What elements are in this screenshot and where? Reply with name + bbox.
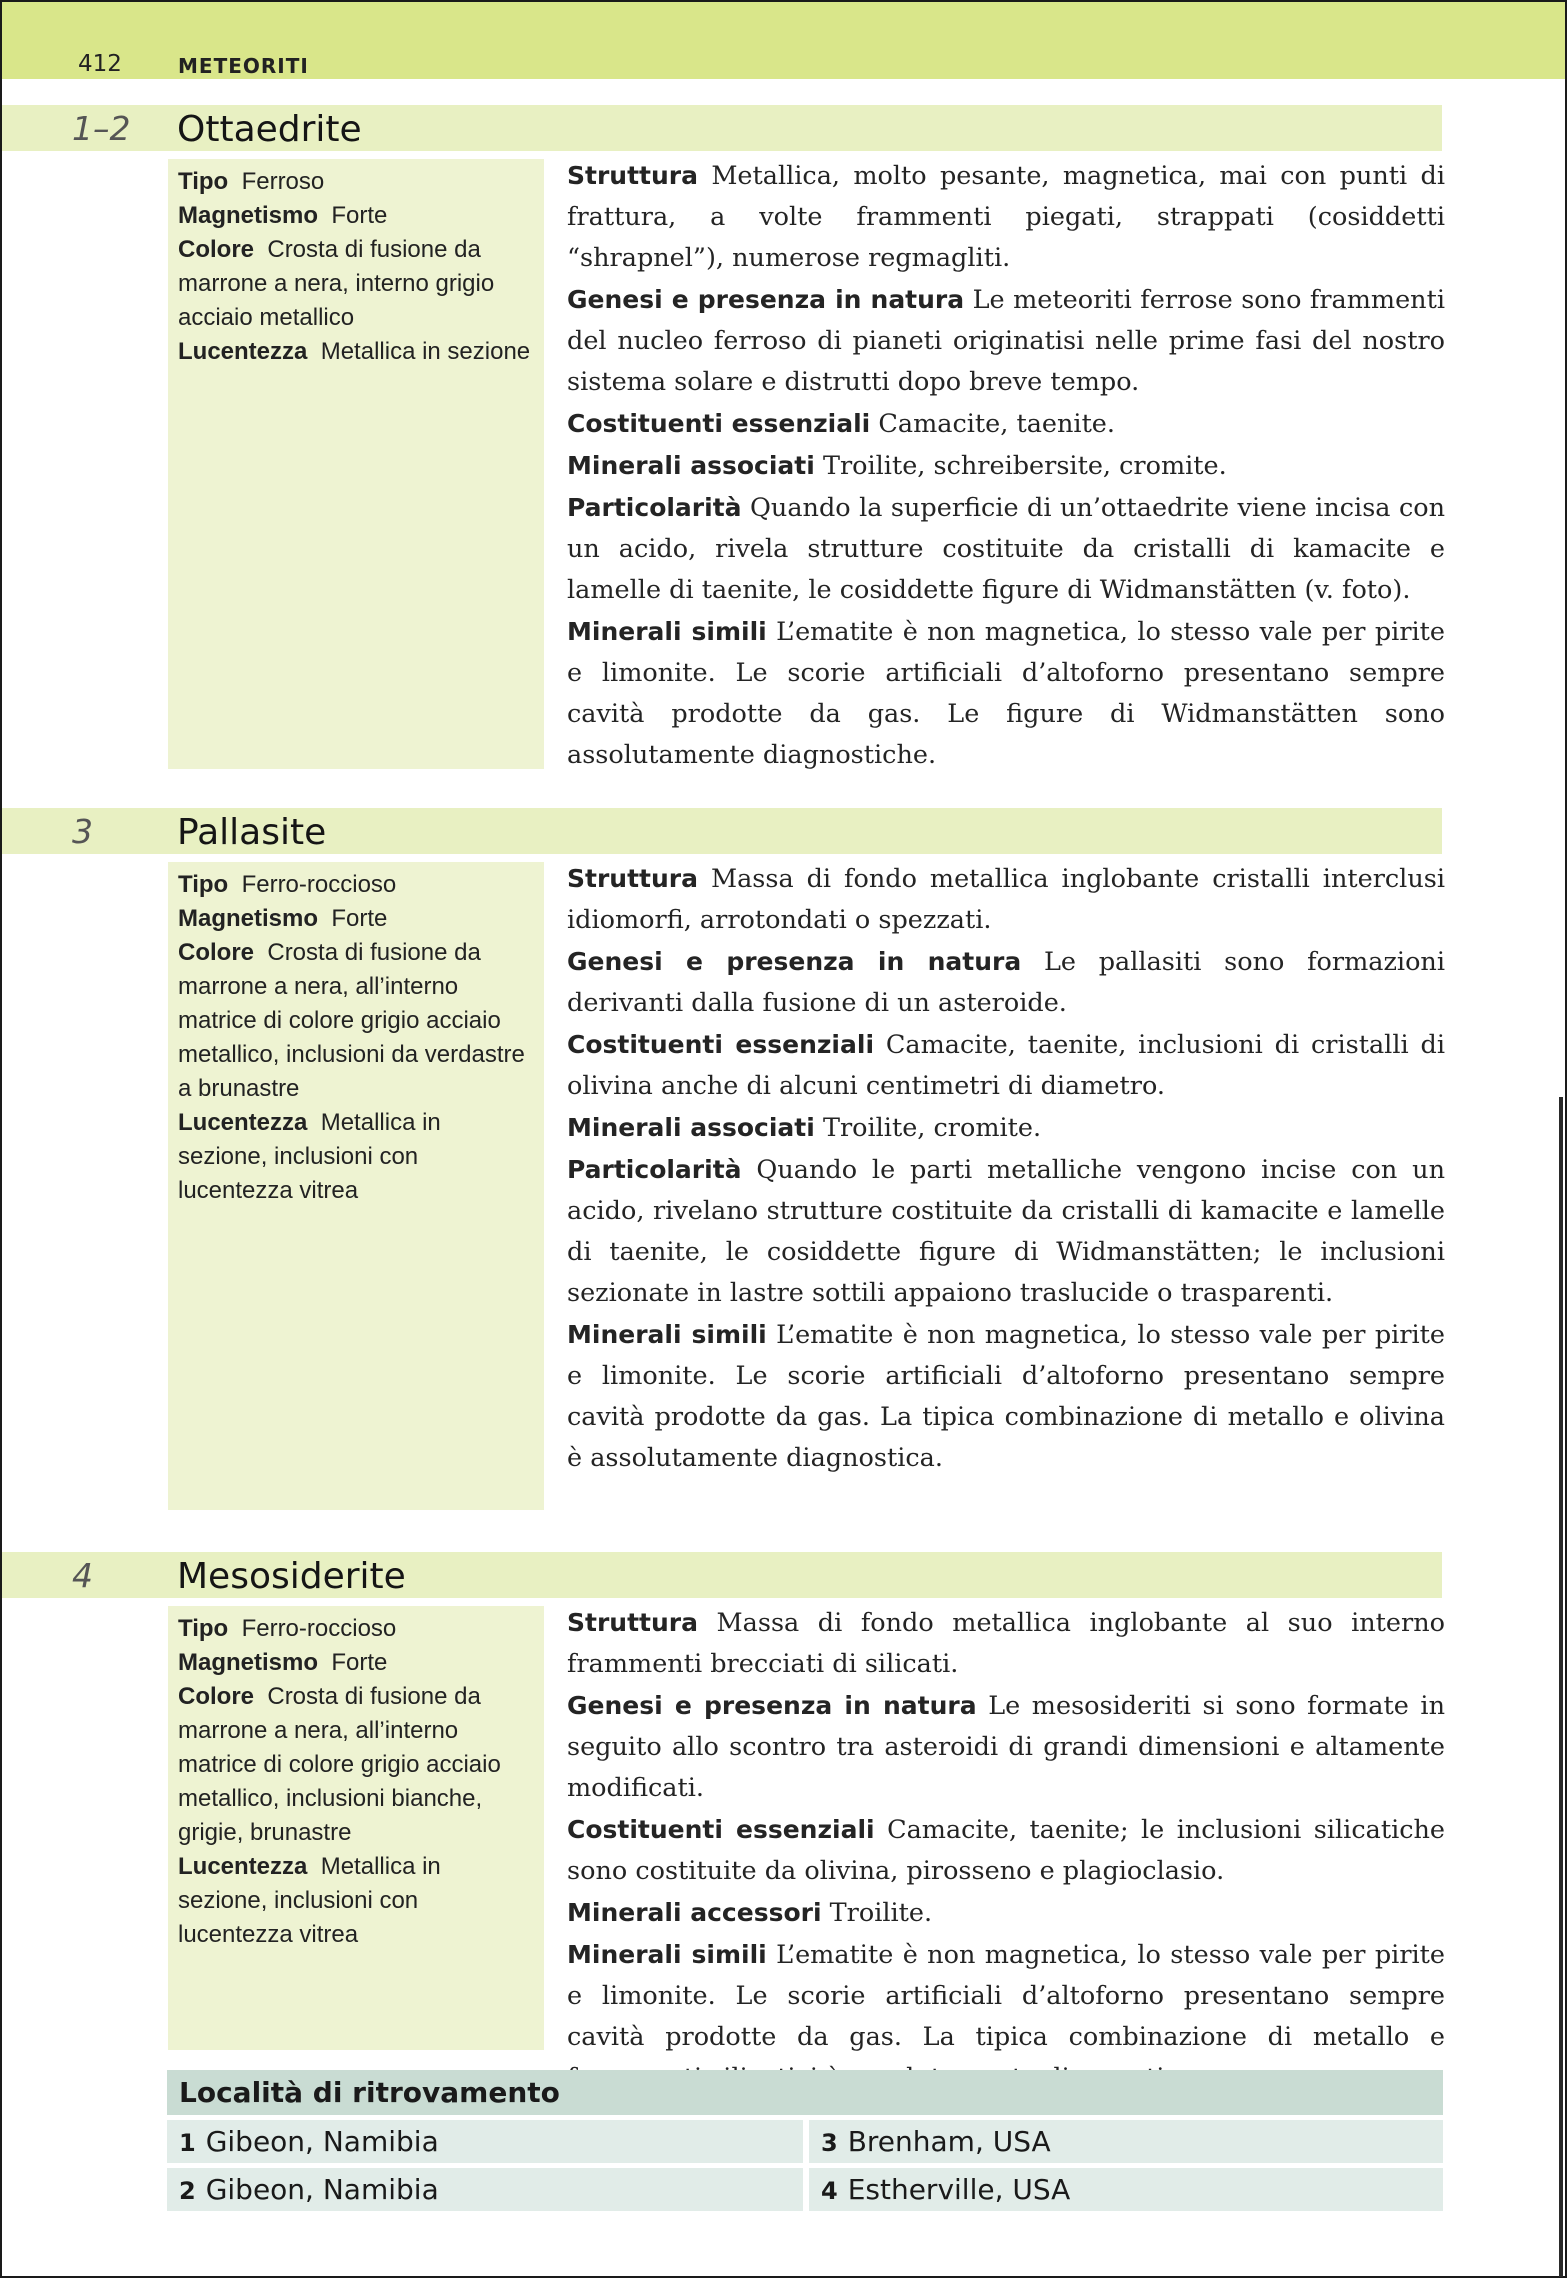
properties-box bbox=[168, 159, 544, 769]
table-row bbox=[167, 2120, 1443, 2163]
para-genesi: Genesi e presenza in natura Le mesosideriti si sono formate in seguito allo scontro tra asteroidi di grandi dimensioni e altamente modificati. bbox=[567, 1691, 1445, 1803]
page-number: 412 bbox=[78, 51, 122, 77]
description-column bbox=[567, 858, 1445, 1479]
prop-magnetismo: Magnetismo Forte bbox=[178, 905, 388, 932]
para-genesi: Genesi e presenza in natura Le pallasiti sono formazioni derivanti dalla fusione di un asteroide. bbox=[567, 947, 1446, 1018]
description-column bbox=[567, 155, 1445, 776]
para-minerali-simili: Minerali simili L’ematite è non magnetica, lo stesso vale per pirite e limonite. Le scorie artificiali d’altoforno presentano sempre cavità prodotte da gas. Le figure di Widmanstätten sono assolutamente diagnostiche. bbox=[567, 617, 1446, 770]
section-number: 3 bbox=[72, 812, 93, 851]
page-edge-line bbox=[1559, 1097, 1563, 2277]
prop-tipo: Tipo Ferroso bbox=[178, 168, 325, 195]
para-struttura: Struttura Massa di fondo metallica inglobante cristalli interclusi idiomorfi, arrotondati o spezzati. bbox=[567, 864, 1445, 935]
para-costituenti: Costituenti essenziali Camacite, taenite, inclusioni di cristalli di olivina anche di alcuni centimetri di diametro. bbox=[567, 1030, 1445, 1101]
prop-lucentezza: Lucentezza Metallica in sezione bbox=[178, 338, 531, 365]
para-struttura: Struttura Metallica, molto pesante, magnetica, mai con punti di frattura, a volte frammenti piegati, strappati (cosiddetti “shrapnel”), numerose regmagliti. bbox=[567, 161, 1445, 273]
table-row bbox=[167, 2168, 1443, 2211]
locality-cell: 3 Brenham, USA bbox=[809, 2120, 1443, 2163]
prop-magnetismo: Magnetismo Forte bbox=[178, 1649, 388, 1676]
prop-lucentezza: Lucentezza Metallica in sezione, inclusioni con lucentezza vitrea bbox=[178, 1109, 441, 1204]
section-title: Pallasite bbox=[177, 812, 327, 853]
para-struttura: Struttura Massa di fondo metallica inglobante al suo interno frammenti brecciati di silicati. bbox=[567, 1608, 1445, 1679]
prop-colore: Colore Crosta di fusione da marrone a nera, all’interno matrice di colore grigio acciaio metallico, inclusioni da verdastre a brunastre bbox=[178, 939, 525, 1102]
localities-table bbox=[167, 2070, 1443, 2211]
prop-tipo: Tipo Ferro-roccioso bbox=[178, 1615, 397, 1642]
para-minerali-accessori: Minerali accessori Troilite. bbox=[567, 1898, 933, 1928]
para-particolarita: Particolarità Quando le parti metalliche vengono incise con un acido, rivelano strutture costituite da cristalli di kamacite e lamelle di taenite, le cosiddette figure di Widmanstätten; le inclusioni sezionate in lastre sottili appaiono traslucide o trasparenti. bbox=[567, 1155, 1446, 1308]
para-costituenti: Costituenti essenziali Camacite, taenite; le inclusioni silicatiche sono costituite da olivina, pirosseno e plagioclasio. bbox=[567, 1815, 1446, 1886]
para-minerali-associati: Minerali associati Troilite, schreibersite, cromite. bbox=[567, 451, 1227, 481]
para-minerali-simili: Minerali simili L’ematite è non magnetica, lo stesso vale per pirite e limonite. Le scorie artificiali d’altoforno presentano sempre cavità prodotte da gas. La tipica combinazione di metallo e bbox=[567, 1940, 1446, 2052]
prop-tipo: Tipo Ferro-roccioso bbox=[178, 871, 397, 898]
para-costituenti: Costituenti essenziali Camacite, taenite. bbox=[567, 409, 1116, 439]
para-genesi: Genesi e presenza in natura Le meteoriti ferrose sono frammenti del nucleo ferroso di pianeti originatisi nelle prime fasi del nostro sistema solare e distrutti dopo breve tempo. bbox=[567, 285, 1446, 397]
prop-colore: Colore Crosta di fusione da marrone a nera, all’interno matrice di colore grigio acciaio metallico, inclusioni bianche, grigie, brunastre bbox=[178, 1683, 501, 1846]
localities-title: Località di ritrovamento bbox=[167, 2070, 1443, 2115]
locality-cell: 4 Estherville, USA bbox=[809, 2168, 1443, 2211]
section-title: Mesosiderite bbox=[177, 1556, 406, 1597]
section-title: Ottaedrite bbox=[177, 109, 362, 150]
para-minerali-associati: Minerali associati Troilite, cromite. bbox=[567, 1113, 1042, 1143]
para-minerali-simili: Minerali simili L’ematite è non magnetica, lo stesso vale per pirite e limonite. Le scorie artificiali d’altoforno presentano sempre cavità prodotte da gas. La tipica combinazione di metallo e olivina è assolutamente diagnostica. bbox=[567, 1320, 1446, 1473]
properties-box bbox=[168, 862, 544, 1510]
prop-lucentezza: Lucentezza Metallica in sezione, inclusioni con lucentezza vitrea bbox=[178, 1853, 441, 1948]
locality-cell: 2 Gibeon, Namibia bbox=[167, 2168, 803, 2211]
properties-box bbox=[168, 1606, 544, 2050]
locality-cell: 1 Gibeon, Namibia bbox=[167, 2120, 803, 2163]
section-number: 4 bbox=[72, 1556, 93, 1595]
para-particolarita: Particolarità Quando la superficie di un’ottaedrite viene incisa con un acido, rivela strutture costituite da cristalli di kamacite e lamelle di taenite, le cosiddette figure di Widmanstätten (v. foto). bbox=[567, 493, 1445, 605]
prop-magnetismo: Magnetismo Forte bbox=[178, 202, 388, 229]
running-head: METEORITI bbox=[178, 54, 309, 78]
description-column bbox=[567, 1602, 1445, 2099]
prop-colore: Colore Crosta di fusione da marrone a nera, interno grigio acciaio metallico bbox=[178, 236, 495, 331]
section-number: 1–2 bbox=[72, 109, 131, 148]
